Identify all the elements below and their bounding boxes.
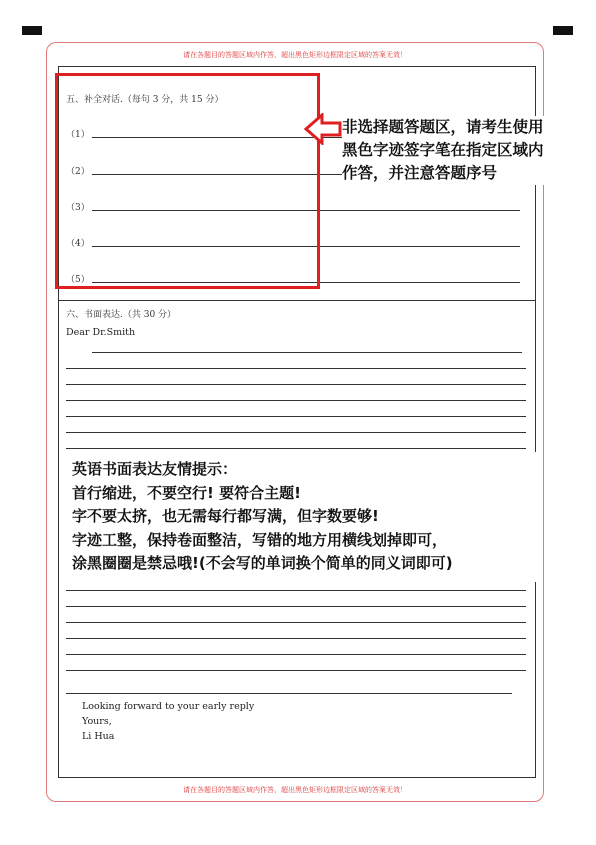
tips-title: 英语书面表达友情提示： <box>72 460 238 478</box>
blank-label-3: （3） <box>66 203 90 213</box>
writing-line[interactable] <box>66 368 526 369</box>
callout-line-2: 黑色字迹签字笔在指定区域内 <box>342 141 544 159</box>
blank-label-1: （1） <box>66 130 90 140</box>
writing-line[interactable] <box>66 400 526 401</box>
tips-line-4: 涂黑圈圈是禁忌哦!(不会写的单词换个简单的同义词即可) <box>72 554 453 572</box>
arrow-left-icon <box>304 113 342 145</box>
writing-line[interactable] <box>92 352 522 353</box>
blank-label-4: （4） <box>66 239 90 249</box>
writing-line[interactable] <box>66 693 512 694</box>
letter-greeting: Dear Dr.Smith <box>66 327 136 338</box>
bottom-notice: 请在各题目的答题区域内作答，超出黑色矩形边框限定区域的答案无效！ <box>183 786 407 794</box>
writing-line[interactable] <box>66 606 526 607</box>
writing-line[interactable] <box>66 638 526 639</box>
callout-line-3: 作答，并注意答题序号 <box>342 164 498 182</box>
non-choice-answer-highlight <box>55 73 320 289</box>
section-5-heading: 五、补全对话.（每句 3 分，共 15 分） <box>66 95 224 105</box>
alignment-mark-right <box>553 26 573 35</box>
writing-line[interactable] <box>66 448 526 449</box>
callout-line-1: 非选择题答题区，请考生使用 <box>342 118 544 136</box>
blank-label-5: （5） <box>66 275 90 285</box>
writing-tips-box <box>62 452 538 582</box>
section-6-heading: 六、书面表达.（共 30 分） <box>66 310 177 320</box>
writing-line[interactable] <box>66 654 526 655</box>
writing-line[interactable] <box>66 416 526 417</box>
tips-line-3: 字迹工整，保持卷面整洁，写错的地方用横线划掉即可， <box>72 530 448 549</box>
blank-label-2: （2） <box>66 167 90 177</box>
writing-line[interactable] <box>66 384 526 385</box>
section-divider <box>58 300 536 301</box>
writing-line[interactable] <box>66 622 526 623</box>
writing-line[interactable] <box>66 670 526 671</box>
tips-line-1: 首行缩进，不要空行! 要符合主题! <box>72 483 301 502</box>
tips-line-2: 字不要太挤，也无需每行都写满，但字数要够! <box>72 507 379 525</box>
closing-line-1: Looking forward to your early reply <box>82 701 255 712</box>
top-notice: 请在各题目的答题区域内作答，超出黑色矩形边框限定区域的答案无效！ <box>183 51 407 59</box>
closing-line-2: Yours, <box>82 716 112 727</box>
callout-instructions <box>342 116 578 185</box>
writing-line[interactable] <box>66 590 526 591</box>
writing-line[interactable] <box>66 432 526 433</box>
closing-signature: Li Hua <box>82 731 115 742</box>
alignment-mark-left <box>22 26 42 35</box>
